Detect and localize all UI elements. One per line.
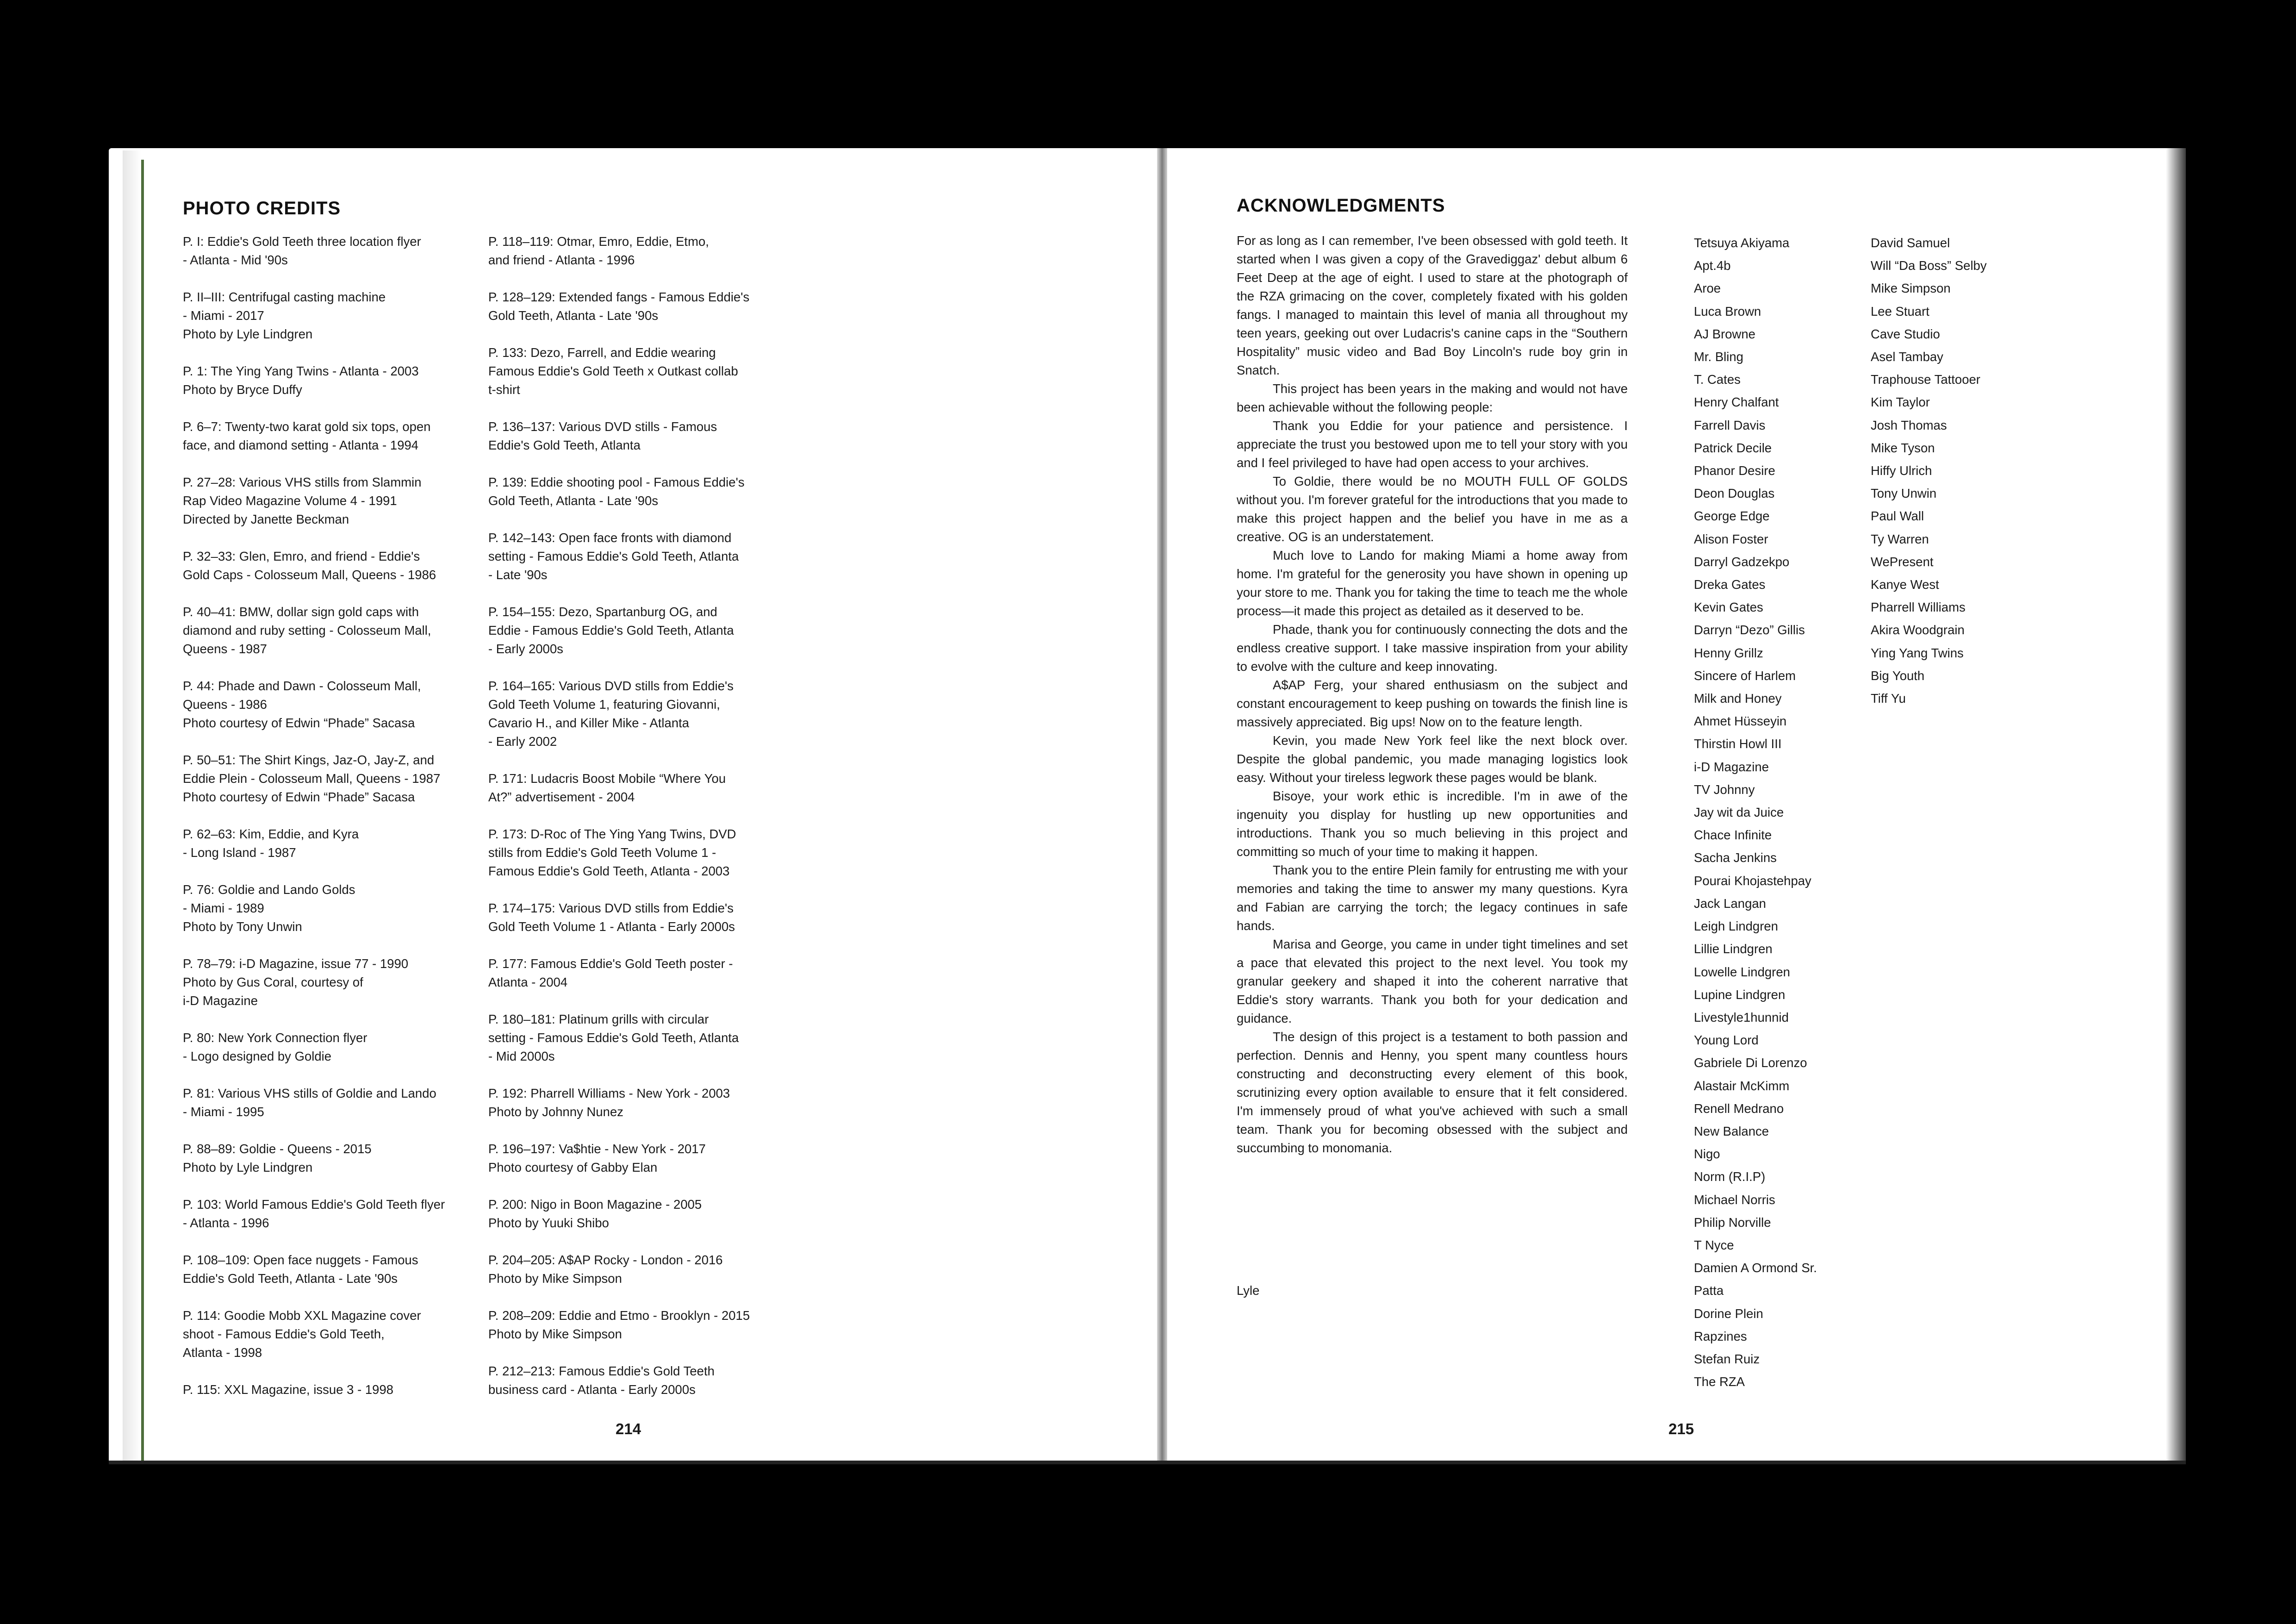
credit-line: P. 80: New York Connection flyer [183, 1031, 367, 1045]
credit-line: P. 78–79: i-D Magazine, issue 77 - 1990 [183, 956, 409, 971]
thanks-name: Nigo [1694, 1147, 1720, 1162]
credit-line: - Mid 2000s [488, 1049, 555, 1063]
thanks-name: Livestyle1hunnid [1694, 1010, 1789, 1024]
credit-entry [183, 288, 479, 344]
credit-line: setting - Famous Eddie's Gold Teeth, Atlanta [488, 549, 739, 563]
page-number-left: 214 [616, 1420, 641, 1437]
credit-line: diamond and ruby setting - Colosseum Mall, [183, 623, 431, 637]
photo-credits-column-2 [488, 232, 784, 1418]
credit-line: P. 40–41: BMW, dollar sign gold caps with [183, 605, 419, 619]
thanks-name: Kim Taylor [1871, 395, 1930, 410]
credit-entry [183, 881, 479, 936]
credit-line: Photo by Tony Unwin [183, 919, 302, 934]
credit-line: P. 212–213: Famous Eddie's Gold Teeth [488, 1364, 715, 1378]
thanks-name: Kevin Gates [1694, 600, 1763, 615]
credit-line: P. 118–119: Otmar, Emro, Eddie, Etmo, [488, 234, 709, 249]
credit-line: P. 136–137: Various DVD stills - Famous [488, 419, 717, 434]
credit-line: P. 142–143: Open face fronts with diamond [488, 531, 732, 545]
credit-entry [488, 825, 784, 881]
credit-line: P. 1: The Ying Yang Twins - Atlanta - 2003 [183, 364, 419, 378]
credit-line: P. 103: World Famous Eddie's Gold Teeth flyer [183, 1197, 445, 1212]
thanks-name: T. Cates [1694, 372, 1741, 387]
credit-entry [488, 1362, 784, 1399]
thanks-name: AJ Browne [1694, 326, 1755, 341]
signature: Lyle [1237, 1283, 1260, 1298]
credit-line: stills from Eddie's Gold Teeth Volume 1 - [488, 845, 716, 860]
thanks-name: George Edge [1694, 509, 1770, 524]
credit-entry [183, 1380, 479, 1399]
credit-line: P. 192: Pharrell Williams - New York - 2003 [488, 1086, 730, 1100]
credit-line: Photo by Mike Simpson [488, 1327, 622, 1341]
credit-entry [183, 751, 479, 806]
credit-entry [488, 1010, 784, 1066]
credit-line: Photo courtesy of Gabby Elan [488, 1160, 658, 1174]
thanks-name: Tetsuya Akiyama [1694, 236, 1790, 250]
credit-line: Famous Eddie's Gold Teeth x Outkast collab [488, 364, 738, 378]
photo-credits-title: PHOTO CREDITS [183, 198, 341, 219]
credit-line: P. 174–175: Various DVD stills from Eddie's [488, 901, 734, 915]
credit-line: - Logo designed by Goldie [183, 1049, 332, 1063]
acknowledgment-paragraph: Marisa and George, you came in under tight timelines and set a pace that elevated this project to the next level. You took my granular geekery and shaped it into the coherent narrative that Eddie's story warrants. Thank you both for your dedication and guidance. [1237, 937, 1628, 1025]
credit-line: P. 164–165: Various DVD stills from Eddie's [488, 679, 734, 693]
credit-line: At?” advertisement - 2004 [488, 790, 635, 804]
credit-entry [183, 1029, 479, 1066]
thanks-name: Damien A Ormond Sr. [1694, 1261, 1817, 1275]
credit-line: Gold Teeth, Atlanta - Late '90s [488, 308, 659, 323]
credit-entry [488, 899, 784, 936]
acknowledgment-paragraph: This project has been years in the making and would not have been achievable without the following people: [1237, 381, 1628, 414]
credit-entry [488, 288, 784, 325]
credit-line: setting - Famous Eddie's Gold Teeth, Atlanta [488, 1031, 739, 1045]
credit-line: P. 180–181: Platinum grills with circular [488, 1012, 709, 1026]
thanks-name: Dreka Gates [1694, 577, 1766, 592]
thanks-name: Jay wit da Juice [1694, 805, 1784, 820]
credit-line: - Miami - 1995 [183, 1105, 264, 1119]
thanks-name: Patta [1694, 1283, 1724, 1298]
page-edge-shade [123, 150, 141, 1463]
credit-line: Gold Teeth Volume 1, featuring Giovanni, [488, 697, 720, 712]
credit-line: P. 154–155: Dezo, Spartanburg OG, and [488, 605, 717, 619]
thanks-name: Henry Chalfant [1694, 395, 1779, 410]
thanks-name: Ahmet Hüsseyin [1694, 714, 1787, 729]
thanks-name: Renell Medrano [1694, 1101, 1784, 1116]
thanks-name: Chace Infinite [1694, 828, 1772, 843]
thanks-name: Paul Wall [1871, 509, 1924, 524]
acknowledgments-title: ACKNOWLEDGMENTS [1237, 195, 1445, 216]
credit-line: - Miami - 1989 [183, 901, 264, 915]
thanks-name: Rapzines [1694, 1329, 1747, 1343]
credit-line: Cavario H., and Killer Mike - Atlanta [488, 716, 690, 730]
credit-entry [183, 1195, 479, 1232]
credit-entry [488, 1306, 784, 1343]
credit-line: Photo by Johnny Nunez [488, 1105, 623, 1119]
thanks-name: Gabriele Di Lorenzo [1694, 1056, 1807, 1070]
credit-line: Photo courtesy of Edwin “Phade” Sacasa [183, 716, 415, 730]
acknowledgments-text [1237, 231, 1628, 1157]
acknowledgment-paragraph: For as long as I can remember, I've been obsessed with gold teeth. It started when I was given a copy of the Gravediggaz' debut album 6 Feet Deep at the age of eight. I used to stare at the photograph of the RZA grimacing on the cover, completely fixated with his golden fangs. I managed to maintain this level of mania all throughout my teen years, geeking out over Ludacris's canine caps in the “Southern Hospitality” music video and Bad Boy Lincoln's rude boy grin in Snatch. [1237, 233, 1628, 377]
thanks-name: Mike Simpson [1871, 281, 1951, 296]
acknowledgment-paragraph: Thank you Eddie for your patience and persistence. I appreciate the trust you bestowed upon me to tell your story with you and I feel privileged to have had open access to your archives. [1237, 418, 1628, 470]
thanks-name: Cave Studio [1871, 326, 1940, 341]
credit-entry [488, 344, 784, 399]
thanks-name: Akira Woodgrain [1871, 623, 1965, 637]
credit-entry [488, 603, 784, 658]
credit-line: Gold Teeth Volume 1 - Atlanta - Early 2000s [488, 919, 735, 934]
credit-entry [183, 1140, 479, 1177]
thanks-name: Pharrell Williams [1871, 600, 1966, 615]
credit-line: Queens - 1987 [183, 642, 267, 656]
credit-line: Photo by Yuuki Shibo [488, 1216, 609, 1230]
thanks-name: Stefan Ruiz [1694, 1351, 1760, 1366]
thanks-name: Patrick Decile [1694, 440, 1772, 455]
credit-line: face, and diamond setting - Atlanta - 1994 [183, 438, 419, 452]
thanks-name: Ty Warren [1871, 531, 1929, 546]
acknowledgment-paragraph: Bisoye, your work ethic is incredible. I'm in awe of the ingenuity you display for hustling up new opportunities and introductions. Thank you so much believing in this project and committing so much of your time to making it happen. [1237, 789, 1628, 859]
credit-line: - Atlanta - 1996 [183, 1216, 269, 1230]
credit-line: P. 128–129: Extended fangs - Famous Eddie's [488, 290, 750, 304]
thanks-name: Luca Brown [1694, 304, 1761, 319]
thanks-name: Asel Tambay [1871, 350, 1943, 364]
credit-line: and friend - Atlanta - 1996 [488, 253, 635, 267]
book-gutter [1157, 148, 1167, 1463]
credit-entry [183, 677, 479, 732]
thanks-name: Farrell Davis [1694, 418, 1766, 432]
book-bottom-edge [109, 1461, 2186, 1464]
credit-line: P. 32–33: Glen, Emro, and friend - Eddie's [183, 549, 420, 563]
credit-entry [183, 473, 479, 529]
credit-line: - Atlanta - Mid '90s [183, 253, 288, 267]
thanks-name: Michael Norris [1694, 1192, 1775, 1207]
thanks-name: Darryn “Dezo” Gillis [1694, 623, 1805, 637]
thanks-name: Mike Tyson [1871, 440, 1935, 455]
credit-entry [183, 955, 479, 1010]
credit-line: Photo by Mike Simpson [488, 1271, 622, 1286]
thanks-name: Deon Douglas [1694, 486, 1775, 501]
credit-line: P. 200: Nigo in Boon Magazine - 2005 [488, 1197, 702, 1212]
credit-line: P. I: Eddie's Gold Teeth three location flyer [183, 234, 421, 249]
credit-entry [183, 1251, 479, 1288]
thanks-name: Ying Yang Twins [1871, 645, 1964, 660]
acknowledgment-paragraph: A$AP Ferg, your shared enthusiasm on the subject and constant encouragement to keep pushing on towards the finish line is massively appreciated. Big ups! Now on to the feature length. [1237, 678, 1628, 729]
acknowledgment-paragraph: Phade, thank you for continuously connecting the dots and the endless creative support. I take massive inspiration from your ability to evolve with the culture and keep innovating. [1237, 622, 1628, 674]
credit-line: Photo courtesy of Edwin “Phade” Sacasa [183, 790, 415, 804]
credit-line: Famous Eddie's Gold Teeth, Atlanta - 2003 [488, 864, 730, 878]
thanks-name: Traphouse Tattooer [1871, 372, 1980, 387]
thanks-name: T Nyce [1694, 1237, 1734, 1252]
credit-line: business card - Atlanta - Early 2000s [488, 1382, 696, 1397]
credit-line: Eddie Plein - Colosseum Mall, Queens - 1987 [183, 771, 441, 786]
credit-line: P. 6–7: Twenty-two karat gold six tops, open [183, 419, 431, 434]
thanks-name: Hiffy Ulrich [1871, 463, 1932, 478]
credit-line: P. 114: Goodie Mobb XXL Magazine cover [183, 1308, 421, 1323]
credit-line: t-shirt [488, 382, 520, 397]
right-page-edge [2166, 148, 2186, 1463]
thanks-name: Darryl Gadzekpo [1694, 554, 1790, 569]
credit-line: Directed by Janette Beckman [183, 512, 349, 526]
credit-entry [488, 769, 784, 806]
credit-entry [183, 232, 479, 269]
thanks-name: New Balance [1694, 1124, 1769, 1138]
credit-line: Eddie - Famous Eddie's Gold Teeth, Atlanta [488, 623, 734, 637]
thanks-name: Kanye West [1871, 577, 1939, 592]
credit-line: Eddie's Gold Teeth, Atlanta [488, 438, 641, 452]
thanks-name: Josh Thomas [1871, 418, 1947, 432]
credit-line: shoot - Famous Eddie's Gold Teeth, [183, 1327, 385, 1341]
credit-line: Queens - 1986 [183, 697, 267, 712]
thanks-name: Alastair McKimm [1694, 1078, 1790, 1093]
thanks-name: Henny Grillz [1694, 645, 1763, 660]
credit-line: P. 88–89: Goldie - Queens - 2015 [183, 1142, 372, 1156]
credit-line: Atlanta - 2004 [488, 975, 568, 989]
credit-line: Photo by Lyle Lindgren [183, 1160, 313, 1174]
thanks-name: Apt.4b [1694, 258, 1731, 273]
credit-line: - Long Island - 1987 [183, 845, 296, 860]
credit-line: i-D Magazine [183, 993, 258, 1008]
thanks-name: i-D Magazine [1694, 759, 1769, 774]
credit-line: P. 27–28: Various VHS stills from Slammin [183, 475, 422, 489]
thanks-name: David Samuel [1871, 236, 1950, 250]
credit-entry [488, 955, 784, 992]
credit-entry [183, 547, 479, 584]
thanks-name: Pourai Khojastehpay [1694, 873, 1811, 888]
thanks-name: The RZA [1694, 1374, 1745, 1389]
thanks-name: Thirstin Howl III [1694, 737, 1782, 751]
thanks-name: Sincere of Harlem [1694, 668, 1796, 683]
acknowledgment-paragraph: Much love to Lando for making Miami a home away from home. I'm grateful for the generosity you have shown in opening up your store to me. Thank you for taking the time to teach me the whole process—it made this project as detailed as it deserved to be. [1237, 548, 1628, 618]
acknowledgment-paragraph: To Goldie, there would be no MOUTH FULL OF GOLDS without you. I'm forever grateful for the introductions that you made to make this project happen and the belief you have in me as a creative. OG is an understatement. [1237, 474, 1628, 544]
credit-line: - Early 2002 [488, 734, 557, 749]
credit-line: P. 44: Phade and Dawn - Colosseum Mall, [183, 679, 421, 693]
credit-line: Photo by Bryce Duffy [183, 382, 302, 397]
thanks-name: Alison Foster [1694, 531, 1768, 546]
acknowledgment-paragraph: The design of this project is a testament to both passion and perfection. Dennis and Henny, you spent many countless hours constructing and deconstructing every element of this book, scrutinizing every option available to ensure that it felt considered. I'm immensely proud of what you've achieved with such a small team. Thank you for becoming obsessed with the subject and succumbing to monomania. [1237, 1030, 1628, 1155]
credit-line: P. II–III: Centrifugal casting machine [183, 290, 386, 304]
thanks-name: Phanor Desire [1694, 463, 1775, 478]
thanks-name: Leigh Lindgren [1694, 919, 1778, 934]
credit-line: P. 173: D-Roc of The Ying Yang Twins, DVD [488, 827, 736, 841]
thanks-name: Tiff Yu [1871, 691, 1906, 706]
credit-line: - Miami - 2017 [183, 308, 264, 323]
credit-line: P. 108–109: Open face nuggets - Famous [183, 1253, 418, 1267]
credit-line: P. 81: Various VHS stills of Goldie and Lando [183, 1086, 436, 1100]
credit-line: Atlanta - 1998 [183, 1345, 262, 1360]
credit-line: Gold Teeth, Atlanta - Late '90s [488, 493, 659, 508]
thanks-name: TV Johnny [1694, 782, 1755, 797]
thanks-name: WePresent [1871, 554, 1934, 569]
thanks-name: Jack Langan [1694, 896, 1766, 911]
thanks-name: Milk and Honey [1694, 691, 1782, 706]
thanks-name: Tony Unwin [1871, 486, 1937, 501]
thanks-name: Philip Norville [1694, 1215, 1771, 1230]
page-edge-line [141, 160, 144, 1463]
thanks-name: Big Youth [1871, 668, 1925, 683]
thanks-name: Sacha Jenkins [1694, 850, 1777, 865]
credit-line: P. 171: Ludacris Boost Mobile “Where You [488, 771, 726, 786]
thanks-name: Lillie Lindgren [1694, 942, 1773, 956]
credit-entry [183, 362, 479, 399]
credit-entry [183, 418, 479, 455]
credit-line: P. 204–205: A$AP Rocky - London - 2016 [488, 1253, 723, 1267]
credit-entry [183, 603, 479, 658]
thanks-names-column-2 [1871, 231, 1987, 710]
thanks-name: Will “Da Boss” Selby [1871, 258, 1987, 273]
credit-line: - Late '90s [488, 568, 548, 582]
credit-entry [488, 418, 784, 455]
credit-line: P. 177: Famous Eddie's Gold Teeth poster - [488, 956, 733, 971]
credit-entry [183, 1306, 479, 1362]
thanks-name: Aroe [1694, 281, 1721, 296]
credit-line: P. 139: Eddie shooting pool - Famous Eddie's [488, 475, 745, 489]
credit-line: P. 62–63: Kim, Eddie, and Kyra [183, 827, 359, 841]
credit-line: P. 76: Goldie and Lando Golds [183, 882, 355, 897]
credit-entry [488, 529, 784, 584]
credit-line: P. 133: Dezo, Farrell, and Eddie wearing [488, 345, 716, 360]
acknowledgment-paragraph: Kevin, you made New York feel like the next block over. Despite the global pandemic, you made managing logistics look easy. Without your tireless legwork these pages would be blank. [1237, 733, 1628, 785]
credit-entry [488, 1251, 784, 1288]
thanks-name: Norm (R.I.P) [1694, 1169, 1766, 1184]
credit-entry [488, 1195, 784, 1232]
credit-line: P. 50–51: The Shirt Kings, Jaz-O, Jay-Z, and [183, 753, 435, 767]
thanks-name: Dorine Plein [1694, 1306, 1763, 1321]
credit-entry [488, 677, 784, 751]
credit-entry [488, 1084, 784, 1121]
acknowledgment-paragraph: Thank you to the entire Plein family for entrusting me with your memories and taking the time to answer my many questions. Kyra and Fabian are carrying the torch; the legacy continues in safe hands. [1237, 863, 1628, 933]
credit-line: P. 196–197: Va$htie - New York - 2017 [488, 1142, 706, 1156]
page-number-right: 215 [1668, 1420, 1694, 1437]
thanks-name: Lupine Lindgren [1694, 987, 1786, 1002]
credit-entry [183, 825, 479, 862]
credit-line: P. 208–209: Eddie and Etmo - Brooklyn - 2015 [488, 1308, 750, 1323]
photo-credits-column-1 [183, 232, 479, 1418]
credit-line: Rap Video Magazine Volume 4 - 1991 [183, 493, 397, 508]
thanks-names-column-1 [1694, 231, 1817, 1393]
credit-entry [183, 1084, 479, 1121]
credit-line: - Early 2000s [488, 642, 564, 656]
credit-entry [488, 1140, 784, 1177]
credit-line: P. 115: XXL Magazine, issue 3 - 1998 [183, 1382, 394, 1397]
credit-entry [488, 473, 784, 510]
credit-line: Eddie's Gold Teeth, Atlanta - Late '90s [183, 1271, 398, 1286]
thanks-name: Mr. Bling [1694, 350, 1743, 364]
credit-line: Gold Caps - Colosseum Mall, Queens - 1986 [183, 568, 436, 582]
credit-line: Photo by Lyle Lindgren [183, 327, 313, 341]
credit-entry [488, 232, 784, 269]
thanks-name: Lowelle Lindgren [1694, 964, 1790, 979]
credit-line: Photo by Gus Coral, courtesy of [183, 975, 363, 989]
thanks-name: Young Lord [1694, 1033, 1759, 1048]
thanks-name: Lee Stuart [1871, 304, 1929, 319]
